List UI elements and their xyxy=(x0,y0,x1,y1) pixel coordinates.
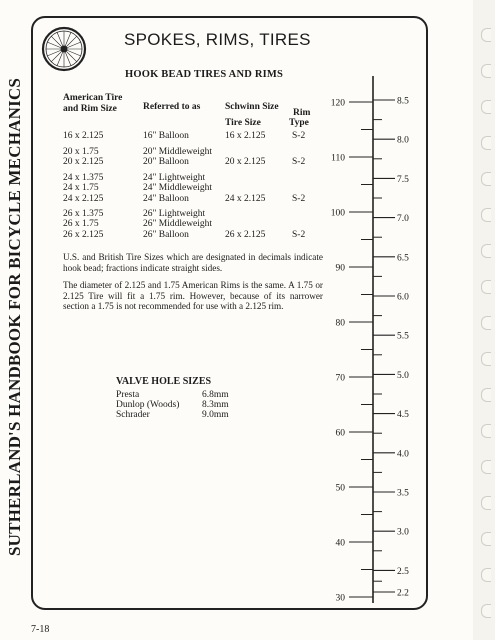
gauge-left-label: 90 xyxy=(335,263,345,274)
table-cell-schwinn: 16 x 2.125 xyxy=(225,131,266,141)
valve-name: Dunlop (Woods) xyxy=(116,400,180,410)
note-decimal-sizes: U.S. and British Tire Sizes which are designated in decimals indicate hook bead; fractions indicate straight sides. xyxy=(63,252,323,273)
gauge-left-label: 110 xyxy=(331,153,345,164)
table-cell-size: 24 x 1.75 xyxy=(63,183,99,193)
valve-hole-title: VALVE HOLE SIZES xyxy=(116,376,212,387)
gauge-left-label: 50 xyxy=(335,483,345,494)
table-cell-schwinn: 26 x 2.125 xyxy=(225,230,266,240)
table-cell-referred: 26" Balloon xyxy=(143,230,189,240)
binder-tab-strip xyxy=(473,0,495,640)
gauge-right-label: 6.5 xyxy=(397,253,409,264)
valve-size: 8.3mm xyxy=(202,400,229,410)
table-cell-size: 20 x 2.125 xyxy=(63,157,104,167)
gauge-right-label: 6.0 xyxy=(397,292,409,303)
spoked-wheel-icon xyxy=(41,26,87,72)
table-cell-referred: 26" Middleweight xyxy=(143,219,213,229)
header-tire-size: Tire Size xyxy=(225,118,261,128)
gauge-right-label: 3.5 xyxy=(397,488,409,499)
binder-tab xyxy=(481,64,491,78)
binder-tab xyxy=(481,28,491,42)
table-cell-size: 24 x 1.375 xyxy=(63,173,104,183)
gauge-right-label: 5.0 xyxy=(397,370,409,381)
gauge-right-label: 2.5 xyxy=(397,566,409,577)
binder-tab xyxy=(481,100,491,114)
gauge-left-label: 100 xyxy=(330,208,345,219)
binder-tab xyxy=(481,568,491,582)
gauge-right-label: 4.0 xyxy=(397,449,409,460)
table-cell-size: 26 x 2.125 xyxy=(63,230,104,240)
note-rim-diameter: The diameter of 2.125 and 1.75 American Rims is the same. A 1.75 or 2.125 Tire will fit a 1.75 rim. However, because of its narrower section a 1.75 is not recommended for use with a 2.125 rim. xyxy=(63,280,323,312)
table-cell-referred: 16" Balloon xyxy=(143,131,189,141)
gauge-left-label: 30 xyxy=(335,593,345,604)
binder-tab xyxy=(481,604,491,618)
table-cell-referred: 24" Balloon xyxy=(143,194,189,204)
header-referred-to-as: Referred to as xyxy=(143,102,201,112)
table-cell-referred: 20" Balloon xyxy=(143,157,189,167)
table-cell-rim: S-2 xyxy=(292,131,306,141)
gauge-right-label: 7.0 xyxy=(397,214,409,225)
table-cell-referred: 26" Lightweight xyxy=(143,209,206,219)
table-cell-referred: 20" Middleweight xyxy=(143,147,213,157)
gauge-left-label: 120 xyxy=(330,98,345,109)
pressure-scale-gauge xyxy=(330,70,420,610)
book-title-vertical xyxy=(4,77,26,557)
table-cell-schwinn: 24 x 2.125 xyxy=(225,194,266,204)
header-american-line2: and Rim Size xyxy=(63,104,117,114)
header-rim-type: Type xyxy=(289,118,309,128)
table-cell-size: 26 x 1.75 xyxy=(63,219,99,229)
gauge-left-scale xyxy=(331,99,373,604)
table-title: HOOK BEAD TIRES AND RIMS xyxy=(125,69,284,80)
gauge-right-label: 3.0 xyxy=(397,527,409,538)
gauge-right-label: 2.2 xyxy=(397,588,409,599)
gauge-left-label: 80 xyxy=(335,318,345,329)
binder-tab xyxy=(481,244,491,258)
binder-tab xyxy=(481,532,491,546)
valve-size: 6.8mm xyxy=(202,390,229,400)
header-schwinn-size: Schwinn Size xyxy=(225,102,279,112)
binder-tab xyxy=(481,316,491,330)
table-cell-rim: S-2 xyxy=(292,194,306,204)
binder-tab xyxy=(481,208,491,222)
page-number: 7-18 xyxy=(31,624,50,635)
binder-tab xyxy=(481,496,491,510)
valve-name: Schrader xyxy=(116,410,150,420)
binder-tab xyxy=(481,136,491,150)
binder-tab xyxy=(481,424,491,438)
table-cell-size: 16 x 2.125 xyxy=(63,131,104,141)
binder-tab xyxy=(481,352,491,366)
table-cell-schwinn: 20 x 2.125 xyxy=(225,157,266,167)
gauge-right-label: 7.5 xyxy=(397,174,409,185)
gauge-right-scale xyxy=(373,97,409,599)
gauge-left-label: 60 xyxy=(335,428,345,439)
table-cell-rim: S-2 xyxy=(292,230,306,240)
chapter-title: SPOKES, RIMS, TIRES xyxy=(124,30,311,49)
binder-tab xyxy=(481,172,491,186)
table-cell-referred: 24" Middleweight xyxy=(143,183,213,193)
table-cell-size: 20 x 1.75 xyxy=(63,147,99,157)
gauge-left-label: 70 xyxy=(335,373,345,384)
valve-name: Presta xyxy=(116,390,140,400)
binder-tab xyxy=(481,388,491,402)
table-cell-rim: S-2 xyxy=(292,157,306,167)
binder-tab xyxy=(481,460,491,474)
binder-tab xyxy=(481,280,491,294)
header-american-line1: American Tire xyxy=(63,93,123,103)
book-title: SUTHERLAND'S HANDBOOK FOR BICYCLE MECHANICS xyxy=(5,77,24,557)
gauge-right-label: 5.5 xyxy=(397,331,409,342)
valve-size: 9.0mm xyxy=(202,410,229,420)
gauge-left-label: 40 xyxy=(335,538,345,549)
gauge-right-label: 8.5 xyxy=(397,96,409,107)
header-rim: Rim xyxy=(293,108,311,118)
table-cell-size: 24 x 2.125 xyxy=(63,194,104,204)
table-cell-size: 26 x 1.375 xyxy=(63,209,104,219)
gauge-right-label: 4.5 xyxy=(397,410,409,421)
table-cell-referred: 24" Lightweight xyxy=(143,173,206,183)
gauge-right-label: 8.0 xyxy=(397,135,409,146)
